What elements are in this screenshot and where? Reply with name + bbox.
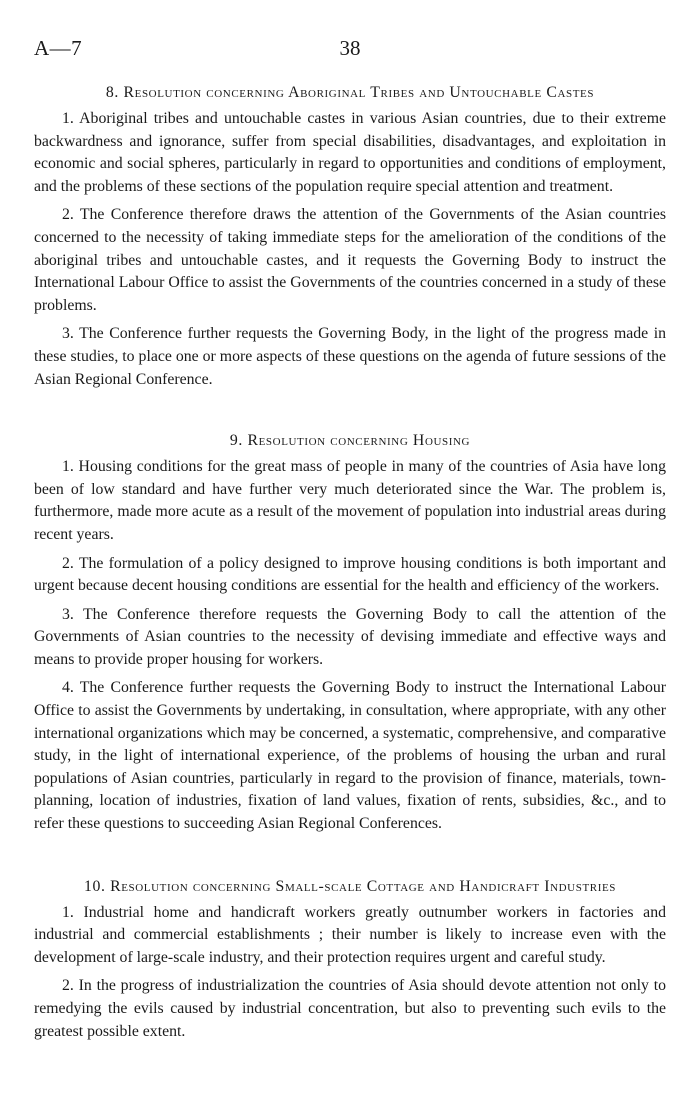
resolution-housing [34,430,666,836]
document-reference: A—7 [34,36,83,60]
section-heading: 8. Resolution concerning Aboriginal Tribes and Untouchable Castes [105,84,595,101]
paragraph: 1. Industrial home and handicraft workers greatly outnumber workers in factories and industrial and commercial establishments ; their number is likely to increase even with the development of large-scale industry, and their protection requires urgent and careful study. [34,903,666,966]
paragraph: 3. The Conference therefore requests the Governing Body to call the attention of the Governments of Asian countries to the necessity of devising immediate and effective ways and means to provide proper housing for workers. [34,605,666,668]
paragraph: 2. In the progress of industrialization the countries of Asia should devote attention not only to remedying the evils caused by industrial concentration, but also to preventing such evils to the greatest possible extent. [34,977,666,1040]
section-heading: 10. Resolution concerning Small-scale Cottage and Handicraft Industries [84,877,616,895]
paragraph: 3. The Conference further requests the Governing Body, in the light of the progress made in these studies, to place one or more aspects of these questions on the agenda of future sessions of the Asian Regional Conference. [34,325,666,388]
document-body [34,82,666,1043]
paragraph: 2. The formulation of a policy designed to improve housing conditions is both important and urgent because decent housing conditions are essential for the health and efficiency of the workers. [34,554,666,595]
paragraph: 1. Housing conditions for the great mass of people in many of the countries of Asia have long been of low standard and have further very much deteriorated since the War. The problem is, furthermore, made more acute as a result of the movement of population into industrial areas during recent years. [34,458,666,543]
paragraph: 2. The Conference therefore draws the attention of the Governments of the Asian countries concerned to the necessity of taking immediate steps for the amelioration of the conditions of the aboriginal tribes and untouchable castes, and it requests the Governing Body to instruct the International Labour Office to assist the Governments of the countries concerned in a study of these problems. [34,206,666,314]
resolution-aboriginal-tribes [34,82,666,391]
paragraph: 1. Aboriginal tribes and untouchable castes in various Asian countries, due to their extreme backwardness and ignorance, suffer from special disabilities, disadvantages, and exploitation in economic and social spheres, particularly in regard to opportunities and conditions of employment, and the problems of these sections of the population require special attention and treatment. [34,110,666,195]
page-number: 38 [339,36,361,60]
paragraph: 4. The Conference further requests the Governing Body to instruct the International Labour Office to assist the Governments by undertaking, in consultation, where appropriate, with any other international organizations which may be concerned, a systematic, comprehensive, and comparative study, in the light of international experience, of the problems of housing the urban and rural populations of Asian countries, particularly in regard to the provision of finance, materials, town-planning, location of industries, fixation of land values, fixation of rents, subsidies, &c., and to refer these questions to succeeding Asian Regional Conferences. [34,679,666,833]
resolution-cottage-industries [34,876,666,1044]
section-heading: 9. Resolution concerning Housing [229,432,471,450]
